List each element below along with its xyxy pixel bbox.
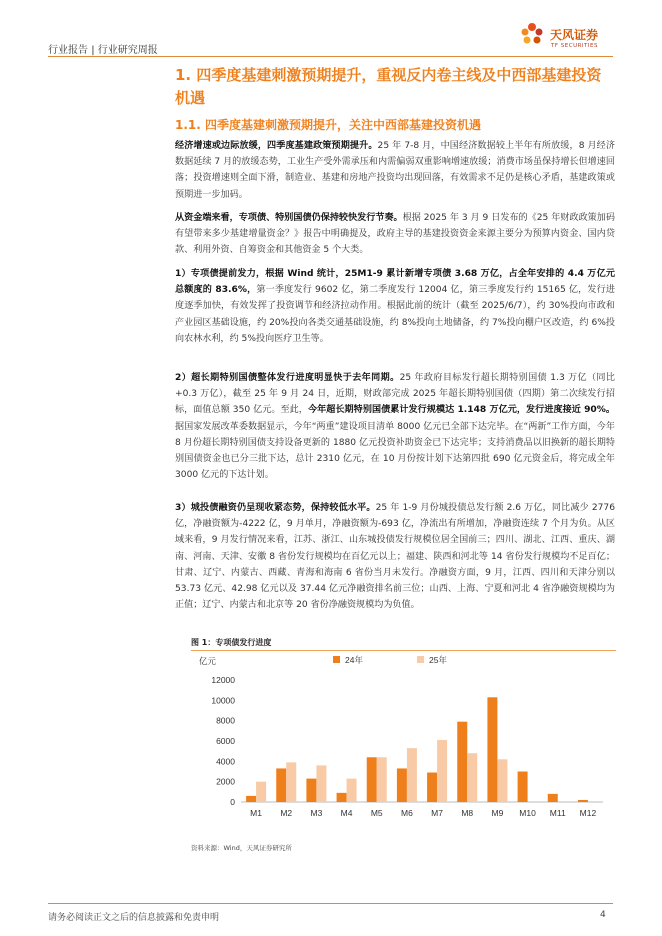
bar-24年-M4 — [337, 793, 347, 802]
report-subtype: 行业研究周报 — [97, 45, 158, 56]
legend-label-24年: 24年 — [345, 655, 363, 665]
y-tick-label: 6000 — [216, 736, 235, 746]
paragraph-body: 第一季度发行 9602 亿，第二季度发行 12004 亿，第三季度发行约 15165 亿，发行进度逐季加快，有效发挥了投资调节和经济拉动作用。根据此前的统计（截至 2025/6/7），约 30%投向市政和产业园区基础设施，约 20%投向各类交通基础设施，约 8%投向土地储备，约 7%投向棚户区改造，约 6%投向农林水利，约 5%投向医疗卫生等。 — [175, 285, 615, 344]
paragraph-treasury-bonds — [175, 370, 615, 483]
legend-swatch-24年 — [333, 656, 340, 663]
bar-24年-M7 — [427, 773, 437, 802]
x-tick-label: M1 — [250, 808, 262, 818]
x-tick-label: M5 — [370, 808, 383, 818]
page-number: 4 — [600, 910, 606, 920]
y-tick-label: 0 — [230, 797, 235, 807]
x-tick-label: M8 — [461, 808, 474, 818]
x-tick-label: M3 — [310, 808, 323, 818]
paragraph-highlight: 今年超长期特别国债累计发行规模达 1.148 万亿元，发行进度接近 90%。 — [307, 405, 616, 416]
bar-25年-M2 — [286, 762, 296, 802]
bar-25年-M4 — [347, 779, 357, 802]
x-tick-label: M4 — [340, 808, 353, 818]
paragraph-lead: 3）城投债融资仍呈现收紧态势，保持较低水平。 — [175, 503, 376, 513]
bar-25年-M5 — [377, 757, 387, 802]
y-tick-label: 12000 — [211, 675, 235, 685]
section-heading-1-1: 1.1. 四季度基建刺激预期提升，关注中西部基建投资机遇 — [175, 118, 481, 132]
paragraph-body: 根据 2025 年 3 月 9 日发布的《25 年财政政策加码有望带来多少基建增量资金？》报告中明确提及，政府主导的基建投资资金来源主要分为预算内资金、国内贷款、利用外资、自筹资金和其他资金 5 个大类。 — [175, 213, 615, 256]
special-bond-bar-chart — [191, 652, 611, 834]
figure-title: 图 1：专项债发行进度 — [191, 638, 272, 647]
paragraph-economic-slowdown — [175, 138, 615, 203]
bar-24年-M8 — [457, 722, 467, 802]
paragraph-lead: 1）专项债提前发力，根据 Wind 统计，25M1-9 累计新增专项债 3.68 万亿，占全年安排的 4.4 万亿元总额度的 83.6%， — [175, 269, 615, 296]
footer-disclaimer: 请务必阅读正文之后的信息披露和免责申明 — [48, 913, 220, 923]
x-tick-label: M12 — [579, 808, 597, 818]
legend-label-25年: 25年 — [429, 655, 447, 665]
paragraph-lead: 2）超长期特别国债整体发行进度明显快于去年同期。 — [175, 373, 400, 383]
logo-english-name: TF SECURITIES — [551, 43, 598, 49]
bar-24年-M1 — [246, 796, 256, 802]
report-type: 行业报告 — [48, 45, 88, 56]
bar-24年-M9 — [487, 697, 497, 802]
bar-24年-M11 — [548, 794, 558, 802]
bar-25年-M9 — [497, 759, 507, 802]
bar-24年-M3 — [306, 779, 316, 802]
y-tick-label: 10000 — [211, 695, 235, 706]
flower-logo-icon — [518, 20, 546, 48]
paragraph-body: 25 年 1-9 月份城投债总发行额 2.6 万亿，同比减少 2776 亿，净融资额为-4222 亿，9 月单月，净融资额为-693 亿，净流出有所增加，净融资连续 7 个月为负。从区域来看，9 月发行情况来看，江苏、浙江、山东城投债发行规模位居全国前三；四川、湖北、江西、重庆、湖南、河南、天津、安徽 8 省份发行规模均在百亿元以上；福建、陕西和河北等 14 省份发行规模均不足百亿；甘肃、辽宁、内蒙古、西藏、青海和海南 6 省份当月未发行。净融资方面，9 月，江西、四川和天津分别以 53.73 亿元、42.98 亿元以及 37.44 亿元净融资排名前三位；山西、上海、宁夏和河北 4 省净融资规模均为正值；辽宁、内蒙古和北京等 20 省份净融资规模均为负值。 — [175, 503, 616, 611]
report-category — [48, 41, 158, 56]
bar-24年-M5 — [367, 757, 377, 802]
paragraph-lead: 经济增速或边际放缓，四季度基建政策预期提升。 — [175, 141, 378, 151]
y-tick-label: 4000 — [216, 756, 235, 767]
x-tick-label: M11 — [549, 808, 566, 818]
paragraph-special-bonds — [175, 266, 615, 347]
paragraph-lead: 从资金端来看，专项债、特别国债仍保持较快发行节奏。 — [175, 213, 403, 223]
bar-24年-M12 — [578, 800, 588, 802]
figure-source: 资料来源：Wind，天风证券研究所 — [191, 844, 292, 852]
header-separator: | — [91, 45, 95, 56]
bar-25年-M3 — [316, 765, 326, 802]
bar-25年-M7 — [437, 740, 447, 802]
bar-24年-M10 — [518, 772, 528, 803]
paragraph-funding-side — [175, 210, 615, 259]
footer-divider — [48, 903, 613, 904]
bar-25年-M6 — [407, 748, 417, 802]
y-axis-label: 亿元 — [199, 656, 217, 666]
paragraph-body-cont: 据国家发展改革委数据显示，今年“两重”建设项目清单 8000 亿元已全部下达完毕。在“两新”工作方面，今年 8 月份超长期特别国债支持设备更新的 1880 亿元投资补助资金已下达完毕；支持消费品以旧换新的超长期特别国债资金也已分三批下达，总计 2310 亿元，在 10 月份按计划下达第四批 690 亿元资金后，将完成全年 3000 亿元的下达计划。 — [175, 421, 615, 481]
x-tick-label: M10 — [519, 808, 536, 818]
paragraph-lgfv-bonds — [175, 500, 615, 613]
section-heading-1: 1. 四季度基建刺激预期提升，重视反内卷主线及中西部基建投资机遇 — [175, 66, 602, 107]
x-tick-label: M9 — [491, 808, 504, 818]
x-tick-label: M7 — [431, 808, 443, 818]
y-tick-label: 8000 — [216, 715, 235, 726]
company-logo — [518, 20, 628, 56]
bar-24年-M6 — [397, 768, 407, 802]
header-divider — [48, 56, 613, 57]
bar-25年-M8 — [467, 753, 477, 802]
logo-chinese-name: 天风证券 — [550, 28, 599, 42]
x-tick-label: M6 — [401, 808, 413, 818]
paragraph-body: 25 年 7-8 月，中国经济数据较上半年有所放缓，8 月经济数据延续 7 月的放缓态势，工业生产受外需承压和内需偏弱双重影响增速放缓；消费市场虽保持增长但增速回落；投资增速则全面下滑，制造业、基建和房地产投资均出现回落，有效需求不足仍是核心矛盾，基建政策或预期进一步加码。 — [175, 141, 615, 200]
bar-24年-M2 — [276, 768, 286, 802]
figure-divider — [191, 650, 616, 651]
x-tick-label: M2 — [280, 808, 293, 818]
legend-swatch-25年 — [417, 656, 424, 663]
bar-25年-M1 — [256, 782, 266, 802]
y-tick-label: 2000 — [216, 776, 235, 787]
paragraph-body: 25 年政府目标发行超长期特别国债 1.3 万亿（同比+0.3 万亿），截至 25 年 9 月 24 日，近期，财政部完成 2025 年超长期特别国债（四期）第二次续发行招标，面值总额 350 亿元。至此， — [175, 373, 615, 416]
